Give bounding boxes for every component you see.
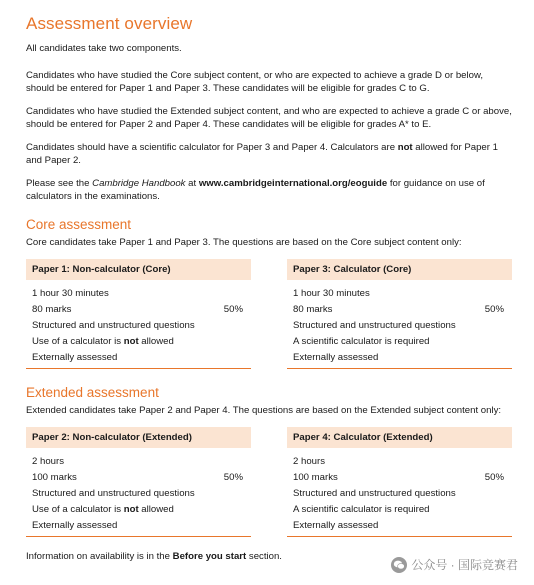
paper-2-question-type: Structured and unstructured questions bbox=[32, 488, 195, 499]
handbook-link[interactable]: www.cambridgeinternational.org/eoguide bbox=[198, 178, 388, 189]
paper-4-box bbox=[287, 427, 512, 537]
paper-3-question-type: Structured and unstructured questions bbox=[293, 320, 456, 331]
core-assessment-description: Core candidates take Paper 1 and Paper 3. The questions are based on the Core subject content only: bbox=[26, 237, 462, 248]
wechat-icon bbox=[391, 557, 407, 573]
paper-4-marks: 100 marks bbox=[293, 472, 338, 483]
core-assessment-heading: Core assessment bbox=[26, 217, 132, 232]
paper-3-title: Paper 3: Calculator (Core) bbox=[287, 259, 512, 280]
paper-4-calculator-rule: A scientific calculator is required bbox=[293, 504, 430, 515]
paper-1-box bbox=[26, 259, 251, 369]
before-you-start-ref: Before you start bbox=[172, 551, 247, 562]
paper-4-weighting: 50% bbox=[484, 472, 504, 483]
paper-3-calculator-rule: A scientific calculator is required bbox=[293, 336, 430, 347]
paper-4-duration: 2 hours bbox=[293, 456, 325, 467]
paper-1-assessment: Externally assessed bbox=[32, 352, 118, 363]
paper-4-title: Paper 4: Calculator (Extended) bbox=[287, 427, 512, 448]
paper-3-box bbox=[287, 259, 512, 369]
paper-2-marks: 100 marks bbox=[32, 472, 77, 483]
extended-entry-paragraph: Candidates who have studied the Extended subject content, and who are expected to achieve a grade C or above, should be entered for Paper 2 and Paper 4. These candidates will be eligible for grades A* to E. bbox=[26, 106, 512, 130]
paper-3-weighting: 50% bbox=[484, 304, 504, 315]
watermark-label: 公众号 · 国际竞赛君 bbox=[411, 558, 518, 572]
availability-note: Information on availability is in the Before you start section. bbox=[26, 551, 282, 562]
paper-1-question-type: Structured and unstructured questions bbox=[32, 320, 195, 331]
paper-2-calculator-rule: Use of a calculator is not allowed bbox=[32, 504, 174, 515]
calculator-paragraph: Candidates should have a scientific calculator for Paper 3 and Paper 4. Calculators are not allowed for Paper 1 and Paper 2. bbox=[26, 142, 498, 166]
paper-4-assessment: Externally assessed bbox=[293, 520, 379, 531]
paper-2-weighting: 50% bbox=[223, 472, 243, 483]
core-papers bbox=[26, 259, 512, 369]
extended-assessment-description: Extended candidates take Paper 2 and Paper 4. The questions are based on the Extended subject content only: bbox=[26, 405, 502, 416]
extended-papers bbox=[26, 427, 512, 537]
watermark bbox=[391, 556, 518, 573]
paper-2-assessment: Externally assessed bbox=[32, 520, 118, 531]
paper-1-duration: 1 hour 30 minutes bbox=[32, 288, 109, 299]
handbook-title: Cambridge Handbook bbox=[92, 178, 186, 189]
paper-2-title: Paper 2: Non-calculator (Extended) bbox=[26, 427, 251, 448]
paper-3-duration: 1 hour 30 minutes bbox=[293, 288, 370, 299]
page-title: Assessment overview bbox=[26, 14, 193, 33]
handbook-paragraph: Please see the Cambridge Handbook at www.cambridgeinternational.org/eoguide for guidance on use of calculators in the examinations. bbox=[26, 178, 485, 202]
extended-assessment-heading: Extended assessment bbox=[26, 385, 159, 400]
paper-3-assessment: Externally assessed bbox=[293, 352, 379, 363]
paper-1-calculator-rule: Use of a calculator is not allowed bbox=[32, 336, 174, 347]
paper-1-marks: 80 marks bbox=[32, 304, 72, 315]
paper-1-weighting: 50% bbox=[223, 304, 243, 315]
paper-4-question-type: Structured and unstructured questions bbox=[293, 488, 456, 499]
paper-2-duration: 2 hours bbox=[32, 456, 64, 467]
paper-2-box bbox=[26, 427, 251, 537]
paper-1-title: Paper 1: Non-calculator (Core) bbox=[26, 259, 251, 280]
paper-3-marks: 80 marks bbox=[293, 304, 333, 315]
intro-text: All candidates take two components. bbox=[26, 43, 182, 54]
emphasis-not: not bbox=[397, 142, 413, 153]
core-entry-paragraph: Candidates who have studied the Core subject content, or who are expected to achieve a grade D or below, should be entered for Paper 1 and Paper 3. These candidates will be eligible for grades C to G. bbox=[26, 70, 484, 94]
